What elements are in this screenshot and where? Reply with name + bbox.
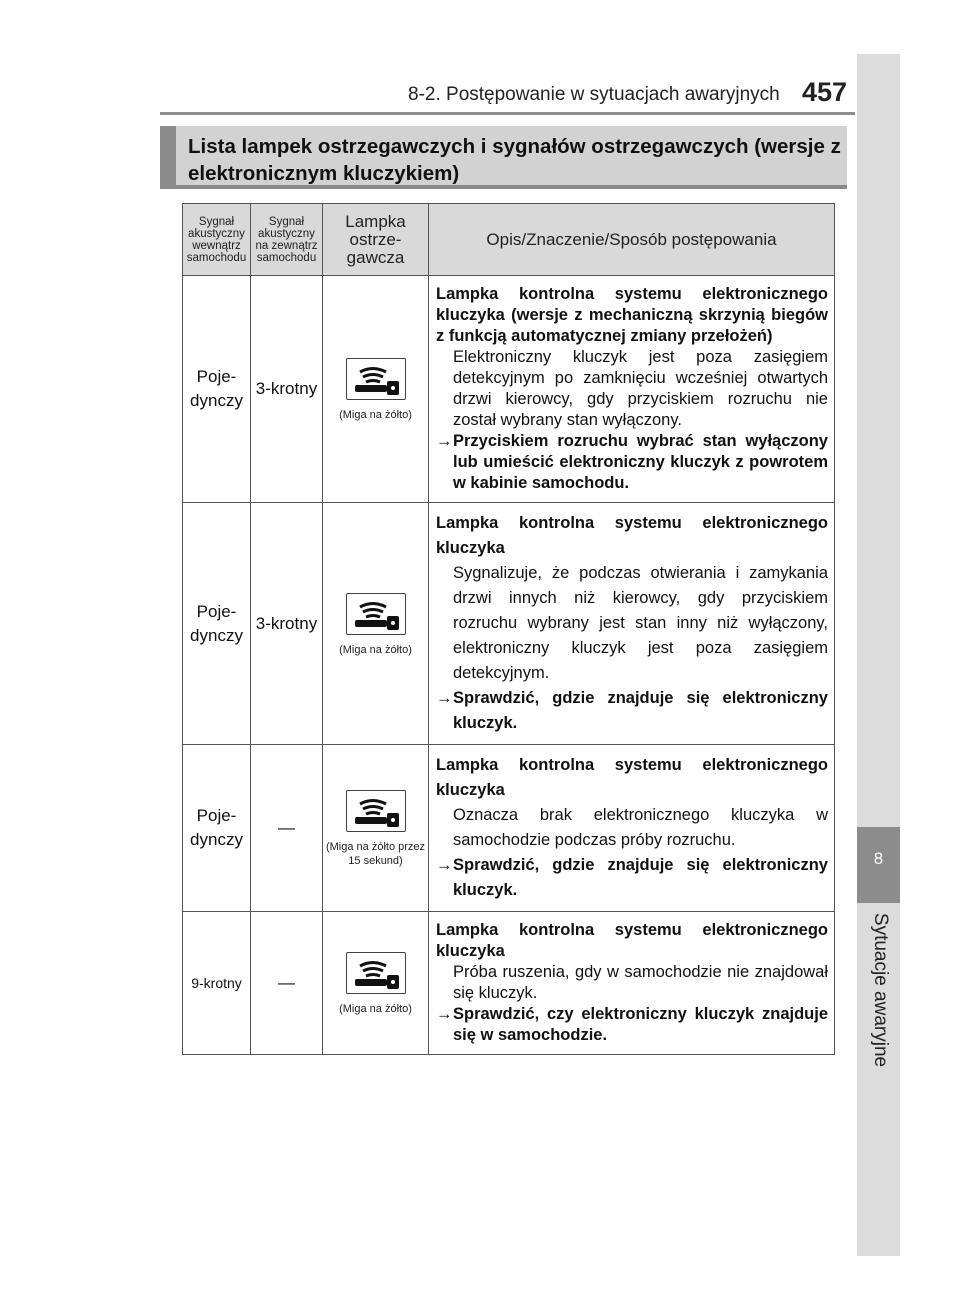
description-title: Lampka kontrolna systemu elektronicznego kluczyka <box>436 921 828 960</box>
table-row <box>183 503 835 745</box>
chapter-number: 8 <box>873 849 884 868</box>
arrow-icon: → <box>436 856 453 874</box>
lamp-cell <box>323 912 429 1055</box>
outside-signal-cell: 3-krotny <box>251 276 323 503</box>
header-description: Opis/Znaczenie/Sposób postępowania <box>429 204 835 276</box>
description-cell <box>429 745 835 912</box>
lamp-caption: (Miga na żółto) <box>339 1003 412 1015</box>
header-inside-signal: Sygnał akustyczny wewnątrz samochodu <box>183 204 251 276</box>
description-body: Elektroniczny kluczyk jest poza zasięgiem detekcyjnym po zamknięciu wcześniej otwartych drzwi kierowcy, gdy przyciskiem rozruchu nie został wybrany stan wyłączony. <box>453 348 828 429</box>
running-header: 8-2. Postępowanie w sytuacjach awaryjnych <box>408 84 780 105</box>
warning-table <box>182 203 835 1055</box>
arrow-icon: → <box>436 432 453 450</box>
side-strip <box>857 54 900 1256</box>
section-title: Lista lampek ostrzegawczych i sygnałów ostrzegawczych (wersje z elektronicznym kluczykiem) <box>160 126 847 189</box>
header-outside-signal: Sygnał akustyczny na zewnątrz samochodu <box>251 204 323 276</box>
outside-signal-cell: — <box>251 745 323 912</box>
inside-signal-cell: 9-krotny <box>183 912 251 1055</box>
description-action: →Sprawdzić, gdzie znajduje się elektroniczny kluczyk. <box>436 853 828 903</box>
header-warning-lamp: Lampka ostrze- gawcza <box>323 204 429 276</box>
inside-signal-cell: Poje- dynczy <box>183 503 251 745</box>
header-divider <box>160 112 855 115</box>
arrow-icon: → <box>436 689 453 707</box>
lamp-cell <box>323 745 429 912</box>
chapter-label: Sytuacje awaryjne <box>870 912 891 1068</box>
outside-signal-cell: — <box>251 912 323 1055</box>
description-title: Lampka kontrolna systemu elektronicznego kluczyka <box>436 756 828 799</box>
key-indicator-icon <box>346 593 406 635</box>
description-action: →Przyciskiem rozruchu wybrać stan wyłączony lub umieścić elektroniczny kluczyk z powrotem w kabinie samochodu. <box>436 432 828 492</box>
key-indicator-icon <box>346 952 406 994</box>
description-title: Lampka kontrolna systemu elektronicznego kluczyka <box>436 514 828 557</box>
key-indicator-icon <box>346 358 406 400</box>
lamp-caption: (Miga na żółto) <box>339 409 412 421</box>
description-action: →Sprawdzić, czy elektroniczny kluczyk znajduje się w samochodzie. <box>436 1005 828 1044</box>
table-row <box>183 912 835 1055</box>
description-title: Lampka kontrolna systemu elektronicznego kluczyka (wersje z mechaniczną skrzynią biegów z funkcją automatycznej zmiany przełożeń) <box>436 285 828 345</box>
inside-signal-cell: Poje- dynczy <box>183 745 251 912</box>
table-row <box>183 745 835 912</box>
lamp-caption: (Miga na żółto) <box>339 643 412 656</box>
description-body: Oznacza brak elektronicznego kluczyka w samochodzie podczas próby rozruchu. <box>453 806 828 849</box>
page-number: 457 <box>802 77 848 107</box>
lamp-caption: (Miga na żółto przez 15 sekund) <box>325 841 426 867</box>
lamp-cell <box>323 503 429 745</box>
description-cell <box>429 912 835 1055</box>
description-body: Próba ruszenia, gdy w samochodzie nie znajdował się kluczyk. <box>453 963 828 1002</box>
description-cell <box>429 276 835 503</box>
key-indicator-icon <box>346 790 406 832</box>
table-row <box>183 276 835 503</box>
description-body: Sygnalizuje, że podczas otwierania i zamykania drzwi innych niż kierowcy, gdy przyciskiem rozruchu wybrany jest stan inny niż wyłączony, elektroniczny kluczyk jest poza zasięgiem detekcyjnym. <box>453 564 828 682</box>
outside-signal-cell: 3-krotny <box>251 503 323 745</box>
table-header-row <box>183 204 835 276</box>
description-action: →Sprawdzić, gdzie znajduje się elektroniczny kluczyk. <box>436 686 828 736</box>
arrow-icon: → <box>436 1005 453 1023</box>
lamp-cell <box>323 276 429 503</box>
description-cell <box>429 503 835 745</box>
inside-signal-cell: Poje- dynczy <box>183 276 251 503</box>
